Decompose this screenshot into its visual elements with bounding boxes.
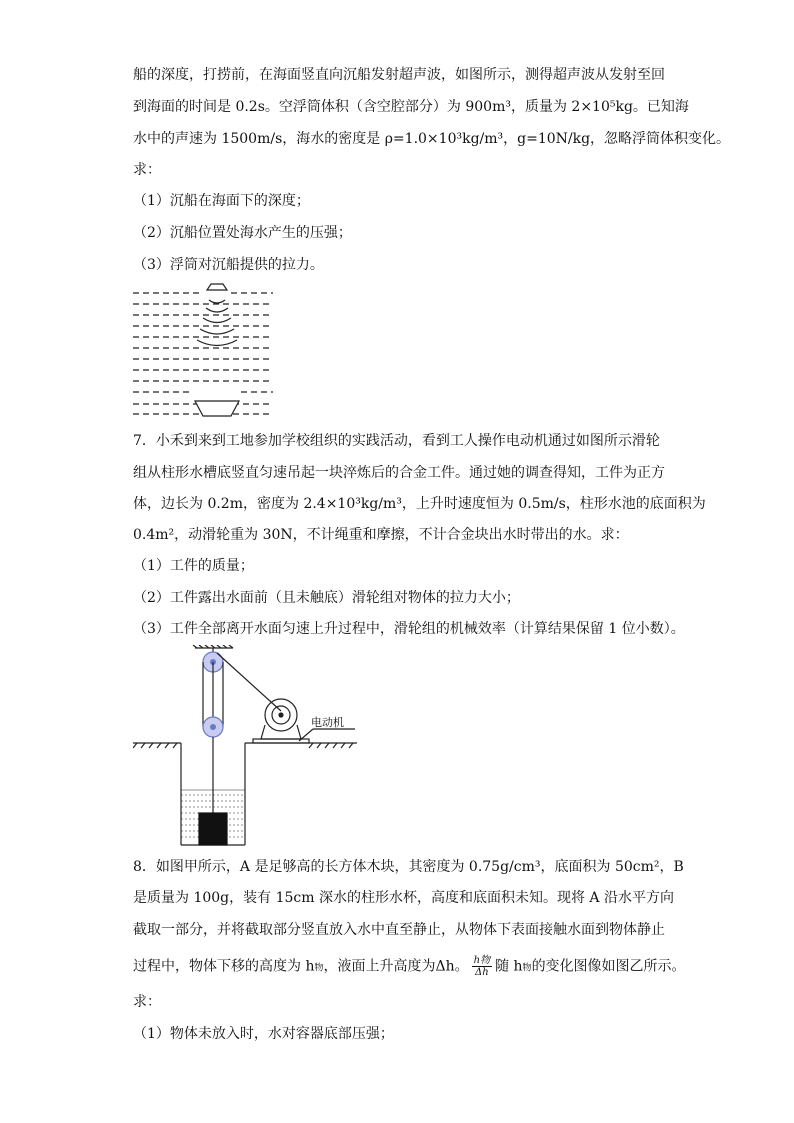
q6-line-2: 到海面的时间是 0.2s。空浮筒体积（含空腔部分）为 900m³，质量为 2×10⁵kg。已知海 bbox=[133, 99, 689, 115]
q6-line-4: 求： bbox=[133, 162, 161, 178]
motor-label: 电动机 bbox=[311, 716, 344, 729]
ship-icon bbox=[207, 284, 227, 290]
q6-subq-2: （2）沉船位置处海水产生的压强； bbox=[133, 225, 352, 241]
q8-subq-1: （1）物体未放入时，水对容器底部压强； bbox=[133, 1026, 394, 1042]
q7-subq-2: （2）工件露出水面前（且未触底）滑轮组对物体的拉力大小； bbox=[133, 590, 520, 606]
q8-line-3: 截取一部分，并将截取部分竖直放入水中直至静止，从物体下表面接触水面到物体静止 bbox=[133, 922, 665, 938]
q8-line-5: 求： bbox=[133, 994, 161, 1010]
q6-subq-1: （1）沉船在海面下的深度； bbox=[133, 193, 310, 209]
sunken-ship-icon bbox=[195, 401, 239, 416]
q7-subq-1: （1）工件的质量； bbox=[133, 558, 254, 574]
q7-line-1: 7．小禾到来到工地参加学校组织的实践活动，看到工人操作电动机通过如图所示滑轮 bbox=[133, 433, 660, 449]
q8-line-2: 是质量为 100g，装有 15cm 深水的柱形水杯，高度和底面积未知。现将 A 沿水平方向 bbox=[133, 890, 674, 906]
q6-subq-3: （3）浮筒对沉船提供的拉力。 bbox=[133, 257, 324, 273]
q7-line-3: 体，边长为 0.2m，密度为 2.4×10³kg/m³，上升时速度恒为 0.5m/s，柱形水池的底面积为 bbox=[133, 496, 706, 512]
alloy-block bbox=[199, 813, 227, 845]
q8-line-4: 过程中，物体下移的高度为 h物，液面上升高度为Δh。 $\frac{\text{h物}}{\Delta h}$ 随 h物的变化图像如图乙所示。 bbox=[133, 955, 686, 978]
q8-line-1: 8．如图甲所示，A 是足够高的长方体木块，其密度为 0.75g/cm³，底面积为 50cm²，B bbox=[133, 859, 684, 875]
sea-sonar-figure bbox=[133, 280, 273, 420]
q6-line-1: 船的深度，打捞前，在海面竖直向沉船发射超声波，如图所示，测得超声波从发射至回 bbox=[133, 67, 665, 83]
ground-hatch bbox=[133, 743, 353, 748]
water-lines bbox=[133, 293, 273, 414]
q7-line-2: 组从柱形水槽底竖直匀速吊起一块淬炼后的合金工件。通过她的调查得知，工件为正方 bbox=[133, 465, 665, 481]
q7-subq-3: （3）工件全部离开水面匀速上升过程中，滑轮组的机械效率（计算结果保留 1 位小数）。 bbox=[133, 621, 685, 637]
q6-line-3: 水中的声速为 1500m/s，海水的密度是 ρ=1.0×10³kg/m³，g=10N/kg，忽略浮筒体积变化。 bbox=[133, 131, 731, 147]
sound-wave-arcs bbox=[197, 300, 237, 346]
pulley-motor-figure bbox=[133, 645, 363, 850]
fraction-h-over-dh: $\frac{\text{h物}}{\Delta h}$ bbox=[473, 955, 491, 978]
q7-line-4: 0.4m²，动滑轮重为 30N，不计绳重和摩擦，不计合金块出水时带出的水。求： bbox=[133, 527, 629, 543]
